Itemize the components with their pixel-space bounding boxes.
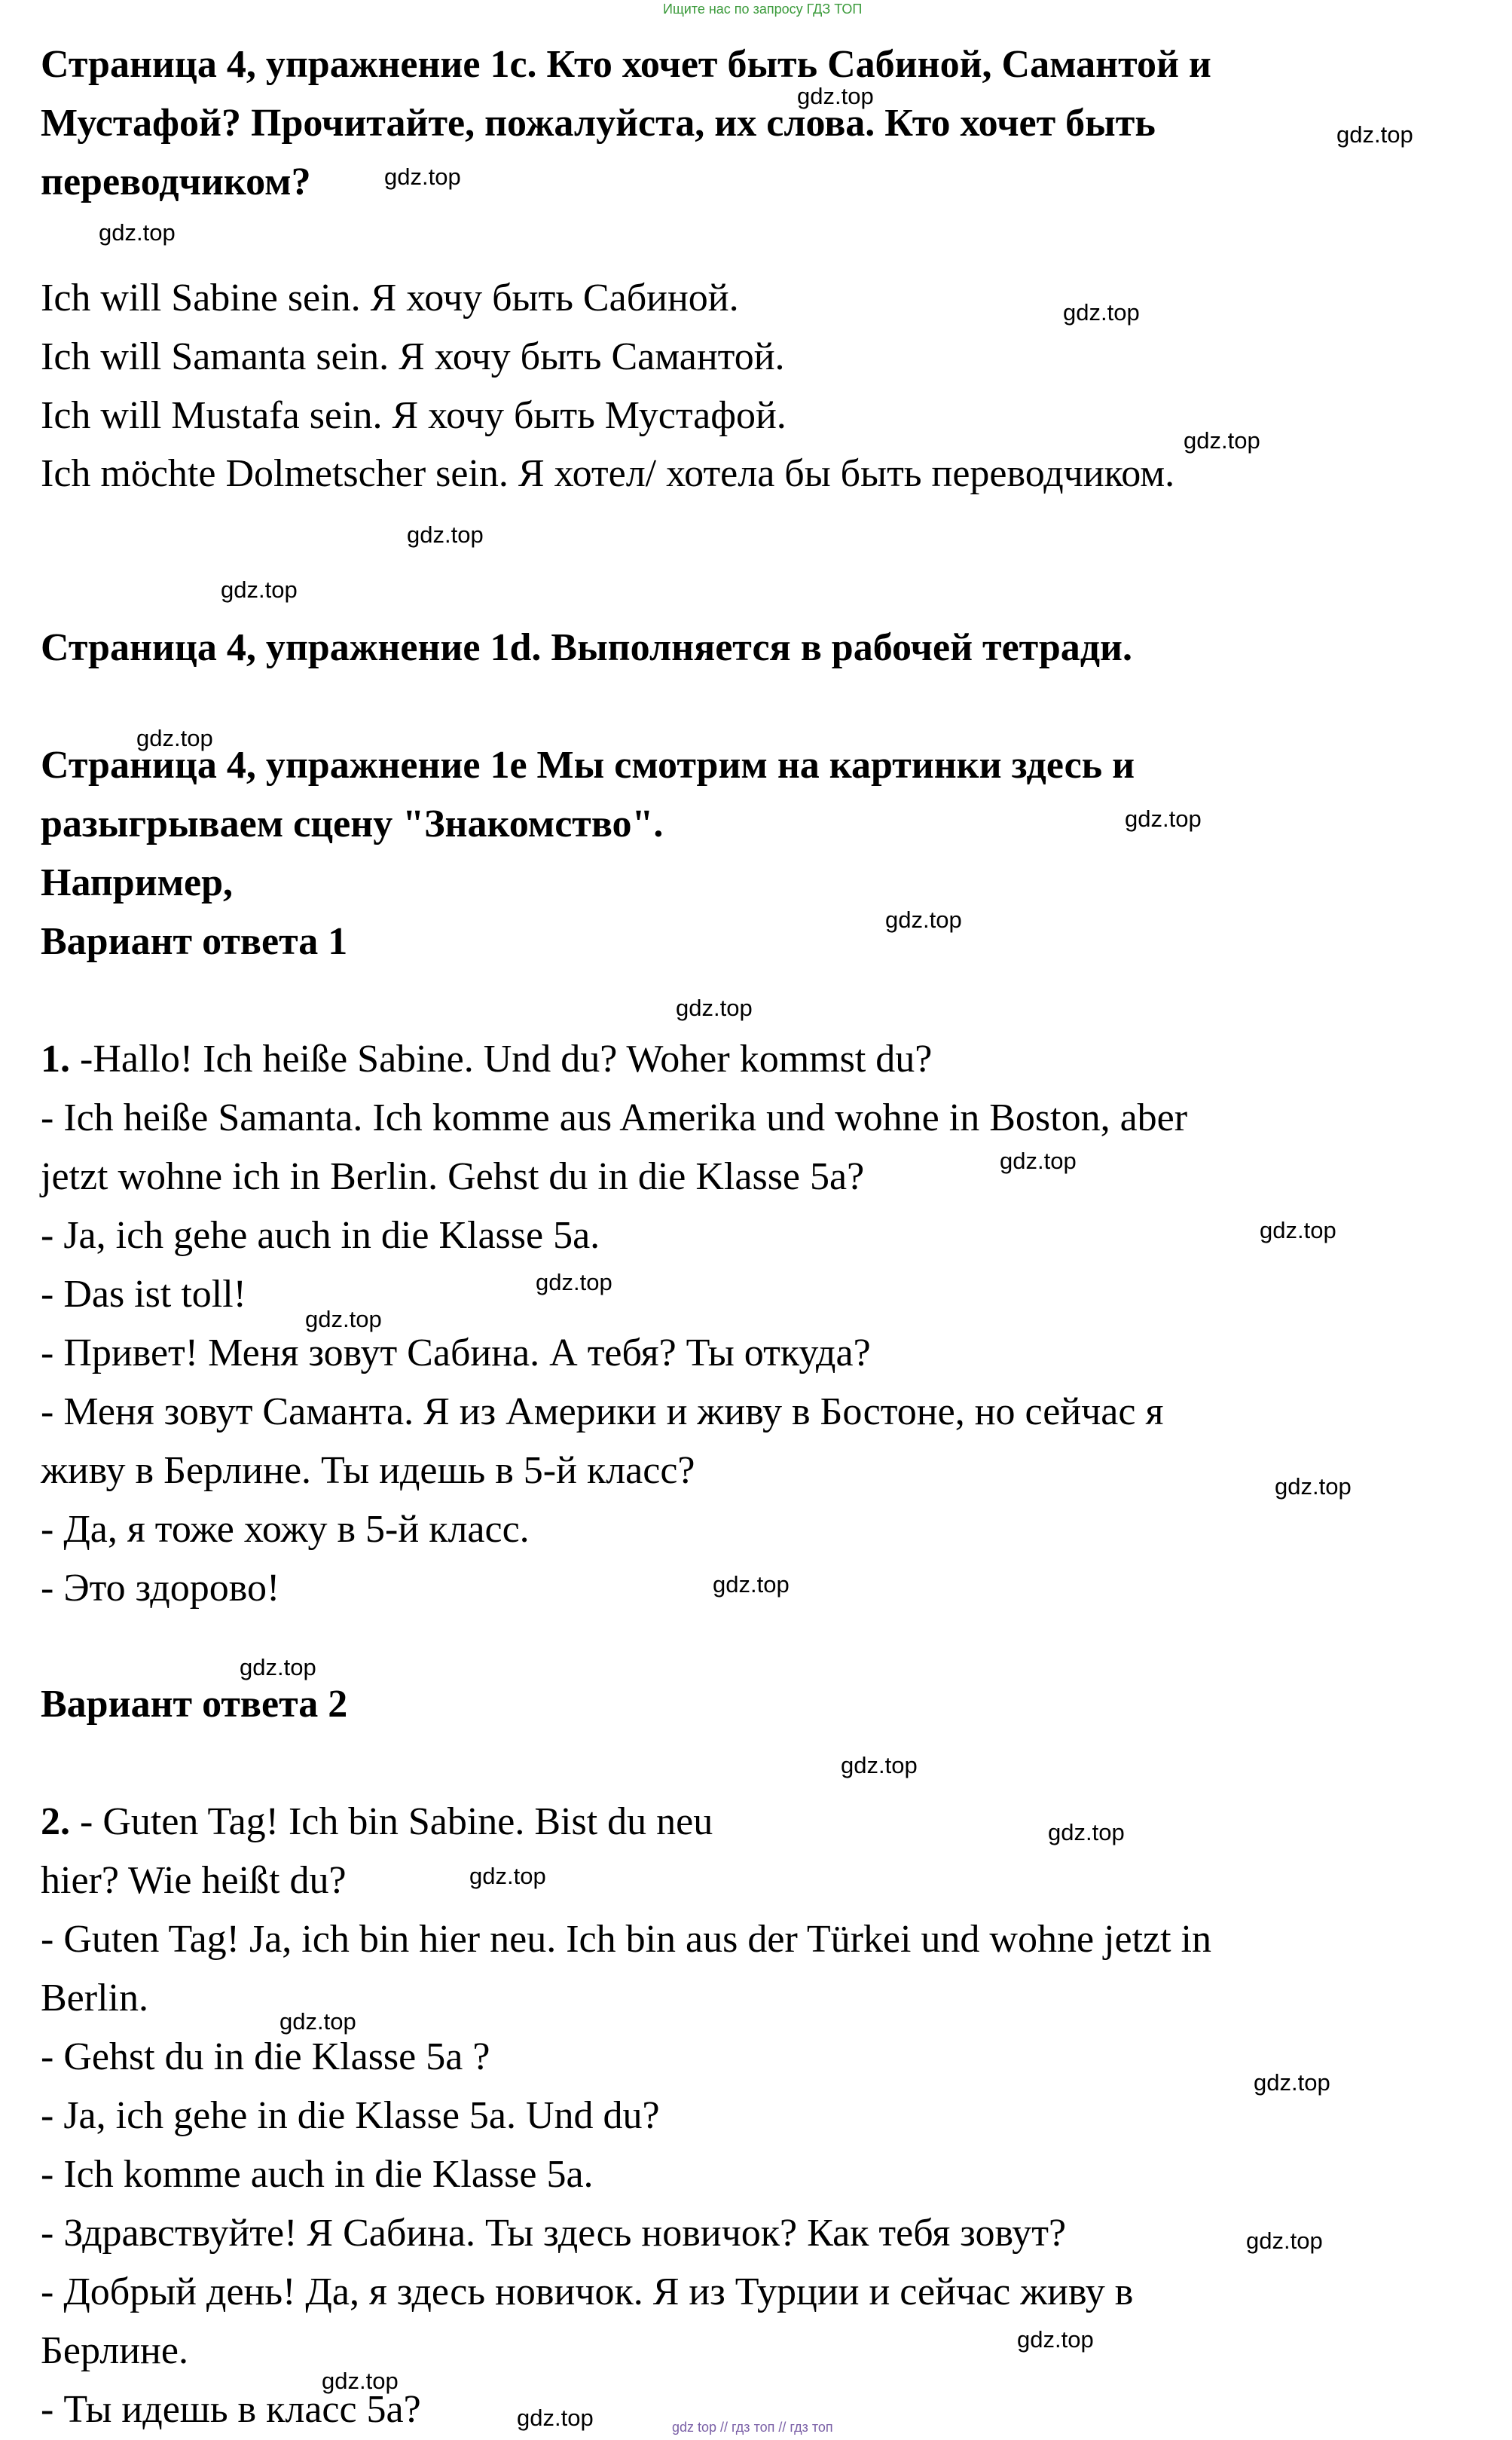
variant-1-dialogue-line — [41, 1040, 932, 1079]
variant-2-dialogue-line: - Добрый день! Да, я здесь новичок. Я из Турции и сейчас живу в — [41, 2270, 1134, 2313]
watermark: gdz.top — [1125, 806, 1202, 832]
variant-2-dialogue-line: hier? Wie heißt du? — [41, 1859, 347, 1902]
watermark: gdz.top — [676, 995, 753, 1021]
exercise-1d-heading: Страница 4, упражнение 1d. Выполняется в рабочей тетради. — [41, 626, 1133, 669]
variant-2-dialogue-line: - Ich komme auch in die Klasse 5a. — [41, 2153, 594, 2196]
watermark: gdz.top — [221, 576, 298, 603]
variant-1-dialogue-line: - Das ist toll! — [41, 1273, 246, 1316]
variant-2-number: 2. — [41, 1800, 70, 1843]
variant-1-dialogue-line: - Да, я тоже хожу в 5-й класс. — [41, 1508, 530, 1551]
watermark: gdz.top — [136, 725, 213, 751]
watermark: gdz.top — [1254, 2069, 1330, 2096]
watermark: gdz.top — [305, 1306, 382, 1332]
watermark: gdz.top — [1336, 121, 1413, 148]
variant-1-line-text: -Hallo! Ich heiße Sabine. Und du? Woher kommst du? — [70, 1038, 933, 1081]
variant-1-dialogue-line: живу в Берлине. Ты идешь в 5-й класс? — [41, 1449, 695, 1492]
exercise-1c-line: Ich will Sabine sein. Я хочу быть Сабиной. — [41, 277, 739, 320]
variant-2-line-text: - Guten Tag! Ich bin Sabine. Bist du neu — [70, 1800, 713, 1843]
variant-1-dialogue-line: - Ja, ich gehe auch in die Klasse 5a. — [41, 1214, 600, 1257]
example-label: Например, — [41, 861, 234, 904]
watermark: gdz.top — [469, 1863, 546, 1889]
watermark: gdz.top — [517, 2405, 594, 2431]
exercise-1c-heading-line-1: Страница 4, упражнение 1c. Кто хочет быть Сабиной, Самантой и — [41, 43, 1211, 86]
watermark: gdz.top — [384, 164, 461, 190]
bottom-banner: gdz top // гдз топ // гдз топ — [672, 2420, 833, 2435]
watermark: gdz.top — [1184, 427, 1260, 454]
exercise-1c-line: Ich will Samanta sein. Я хочу быть Самантой. — [41, 335, 785, 378]
variant-2-dialogue-line — [41, 1802, 713, 1842]
variant-2-dialogue-line: - Здравствуйте! Я Сабина. Ты здесь новичок? Как тебя зовут? — [41, 2212, 1067, 2255]
variant-2-dialogue-line: - Ja, ich gehe in die Klasse 5a. Und du? — [41, 2094, 660, 2137]
variant-1-dialogue-line: - Ich heiße Samanta. Ich komme aus Amerika und wohne in Boston, aber — [41, 1096, 1188, 1139]
variant-1-dialogue-line: - Меня зовут Саманта. Я из Америки и живу в Бостоне, но сейчас я — [41, 1390, 1164, 1433]
top-banner: Ищите нас по запросу ГДЗ ТОП — [663, 2, 863, 17]
variant-2-dialogue-line: - Gehst du in die Klasse 5a ? — [41, 2035, 490, 2078]
watermark: gdz.top — [885, 907, 962, 933]
watermark: gdz.top — [1063, 299, 1140, 326]
exercise-1e-heading-line-1: Страница 4, упражнение 1e Мы смотрим на картинки здесь и — [41, 744, 1135, 787]
variant-1-dialogue-line: - Это здорово! — [41, 1567, 280, 1610]
variant-2-dialogue-line: Берлине. — [41, 2329, 188, 2372]
variant-2-dialogue-line: - Guten Tag! Ja, ich bin hier neu. Ich bin aus der Türkei und wohne jetzt in — [41, 1918, 1212, 1961]
variant-1-label: Вариант ответа 1 — [41, 920, 348, 963]
watermark: gdz.top — [279, 2008, 356, 2035]
watermark: gdz.top — [407, 521, 484, 548]
watermark: gdz.top — [322, 2368, 399, 2394]
variant-2-dialogue-line: Berlin. — [41, 1977, 148, 2020]
exercise-1c-heading-line-3: переводчиком? — [41, 161, 311, 203]
watermark: gdz.top — [713, 1571, 790, 1598]
watermark: gdz.top — [1017, 2326, 1094, 2353]
watermark: gdz.top — [841, 1752, 918, 1778]
watermark: gdz.top — [1048, 1819, 1125, 1845]
watermark: gdz.top — [797, 83, 874, 109]
watermark: gdz.top — [99, 219, 176, 246]
watermark: gdz.top — [1000, 1148, 1077, 1174]
variant-2-label: Вариант ответа 2 — [41, 1683, 348, 1726]
variant-2-dialogue-line: - Ты идешь в класс 5а? — [41, 2388, 421, 2431]
variant-1-dialogue-line: - Привет! Меня зовут Сабина. А тебя? Ты откуда? — [41, 1332, 871, 1374]
variant-1-number: 1. — [41, 1038, 70, 1081]
watermark: gdz.top — [1246, 2227, 1323, 2254]
exercise-1c-line: Ich will Mustafa sein. Я хочу быть Мустафой. — [41, 394, 787, 437]
exercise-1c-line: Ich möchte Dolmetscher sein. Я хотел/ хотела бы быть переводчиком. — [41, 452, 1175, 495]
watermark: gdz.top — [1260, 1217, 1336, 1243]
exercise-1c-heading-line-2: Мустафой? Прочитайте, пожалуйста, их слова. Кто хочет быть — [41, 102, 1156, 145]
variant-1-dialogue-line: jetzt wohne ich in Berlin. Gehst du in die Klasse 5a? — [41, 1155, 865, 1198]
watermark: gdz.top — [536, 1269, 612, 1295]
watermark: gdz.top — [1275, 1473, 1352, 1500]
exercise-1e-heading-line-2: разыгрываем сцену "Знакомство". — [41, 803, 664, 845]
watermark: gdz.top — [240, 1654, 316, 1680]
